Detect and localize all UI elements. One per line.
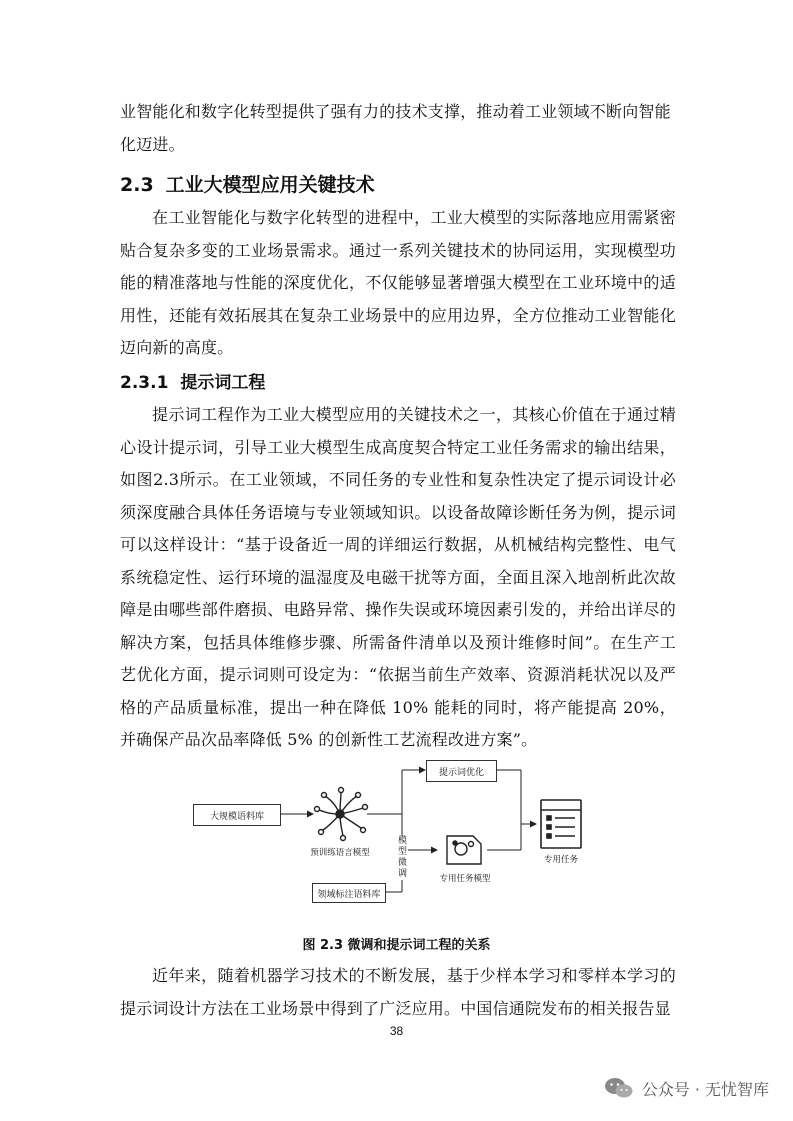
page-number: 38 (389, 1024, 404, 1038)
subsection-title: 提示词工程 (180, 373, 266, 393)
closing-paragraph: 近年来，随着机器学习技术的不断发展，基于少样本学习和零样本学习的提示词设计方法在工业场景中得到了广泛应用。中国信通院发布的相关报告显 (120, 966, 676, 1018)
intro-paragraph (120, 96, 676, 161)
footer-watermark (604, 1076, 769, 1100)
subsection-number: 2.3.1 (120, 373, 169, 393)
pretrained-model-label: 预训练语言模型 (310, 848, 370, 858)
section-number: 2.3 (120, 174, 154, 196)
task-model-label: 专用任务模型 (439, 874, 491, 884)
finetune-label: 模型微调 (397, 836, 407, 879)
subsection-heading (120, 368, 265, 393)
figure-caption: 图 2.3 微调和提示词工程的关系 (302, 938, 491, 953)
footer-text: 公众号 · 无忧智库 (641, 1079, 769, 1099)
figure-diagram (185, 752, 615, 922)
domain-corpus-box: 领域标注语料库 (312, 883, 386, 903)
section-heading (120, 170, 375, 197)
neural-network-icon (315, 788, 368, 841)
section-title: 工业大模型应用关键技术 (165, 174, 375, 196)
section-paragraph: 在工业智能化与数字化转型的进程中，工业大模型的实际落地应用需紧密贴合复杂多变的工业场景需求。通过一系列关键技术的协同运用，实现模型功能的精准落地与性能的深度优化，不仅能够显著增强大模型在工业环境中的适用性，还能有效拓展其在复杂工业场景中的应用边界，全方位推动工业智能化迈向新的高度。 (120, 208, 676, 357)
intro-line-1: 业智能化和数字化转型提供了强有力的技术支撑，推动着工业领域不断向智能 (120, 102, 671, 121)
corpus-box: 大规模语料库 (193, 804, 281, 826)
intro-line-2: 化迈进。 (120, 134, 185, 154)
subsection-paragraph: 提示词工程作为工业大模型应用的关键技术之一，其核心价值在于通过精心设计提示词，引导工业大模型生成高度契合特定工业任务需求的输出结果，如图2.3所示。在工业领域，不同任务的专业性和复杂性决定了提示词设计必须深度融合具体任务语境与专业领域知识。以设备故障诊断任务为例，提示词可以这样设计：“基于设备近一周的详细运行数据，从机械结构完整性、电气系统稳定性、运行环境的温湿度及电磁干扰等方面，全面且深入地剖析此次故障是由哪些部件磨损、电路异常、操作失误或环境因素引发的，并给出详尽的解决方案，包括具体维修步骤、所需备件清单以及预计维修时间”。在生产工艺优化方面，提示词则可设定为：“依据当前生产效率、资源消耗状况以及严格的产品质量标准，提出一种在降低 10% 能耗的同时，将产能提高 20%，并确保产品次品率降低 5% 的创新性工艺流程改进方案”。 (120, 405, 676, 749)
wechat-icon (604, 1076, 634, 1100)
prompt-optimization-box: 提示词优化 (426, 760, 497, 782)
task-model-icon (447, 836, 481, 864)
task-label: 专用任务 (543, 855, 578, 865)
task-list-icon (541, 800, 581, 848)
